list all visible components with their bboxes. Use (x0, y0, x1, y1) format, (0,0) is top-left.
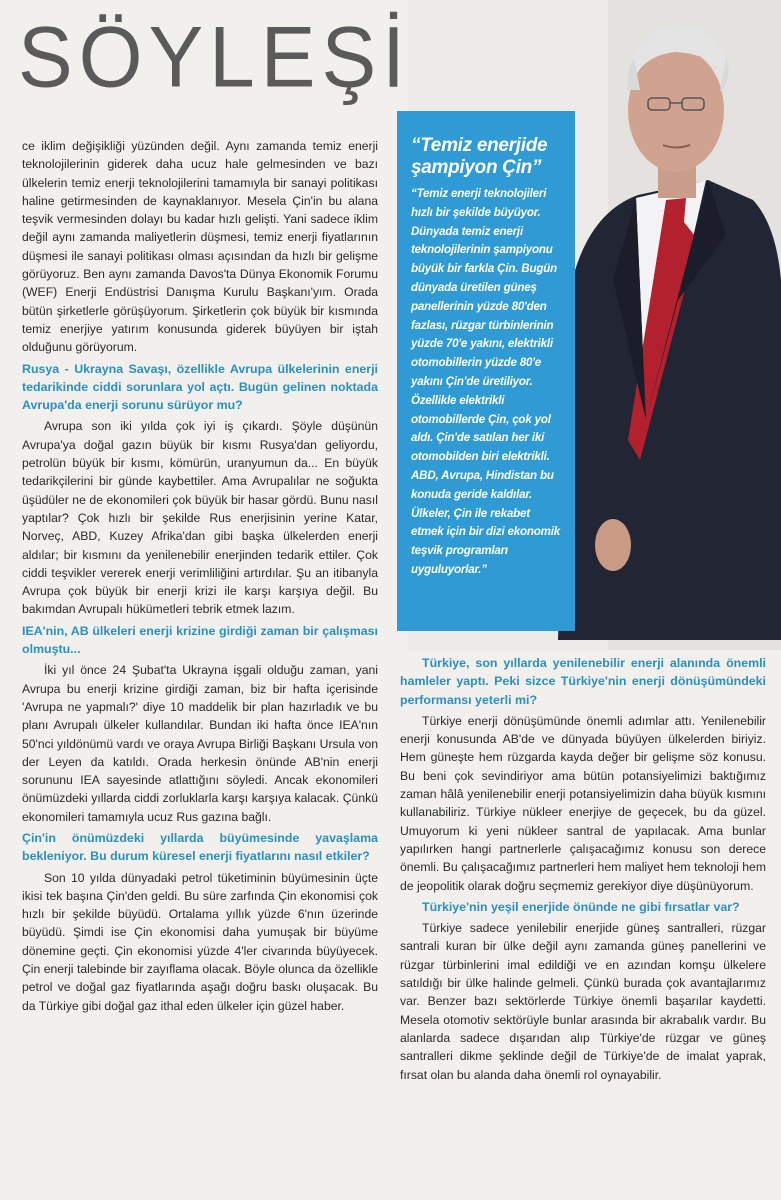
interview-question: IEA'nin, AB ülkeleri enerji krizine girdiği zaman bir çalışması olmuştu... (22, 623, 378, 657)
right-column (400, 651, 766, 1084)
paragraph-body: ce iklim değişikliği yüzünden değil. Aynı zamanda temiz enerji teknolojilerinin giderek daha ucuz hale gelmesinden ve bazı ülkelerin temiz enerji teknolojilerini tamamıyla bir sanayi politikası haline getirmesinden de kaynaklanıyor. Mesela Çin'in bu alana teşvik vermesinden dolayı bu kadar hızlı gelişti. Yani sadece iklim değil aynı zamanda maliyetlerin düşmesi, temiz enerji fiyatlarının düşmesi ile sanayi politikası olması açısından da hızlı bir gelişme görüyoruz. Ben aynı zamanda Davos'ta Dünya Ekonomik Forumu (WEF) Enerji Endüstrisi Danışma Kurulu Başkanı'yım. Orada bütün şirketlerle görüşüyorum. Şirketlerin çok büyük bir kısmında temiz enerjiye yatırım konusunda giderek büyüyen bir iştah olduğunu görüyorum. (22, 139, 378, 355)
paragraph-body: İki yıl önce 24 Şubat'ta Ukrayna işgali olduğu zaman, yani Avrupa bu enerji krizine girdiği zaman, biz bir hafta içerisinde 'Avrupa ne yapmalı?' diye 10 maddelik bir plan hazırladık ve bu planı Avrupalı ülkeler kullandılar. Bundan iki hafta önce IEA'nın 50'nci yıldönümü vardı ve oraya Avrupa Birliği Başkanı Ursula von der Leyen da katıldı. Orada herkesin önünde AB'nin enerji sorununu IEA sayesinde atlattığını söyledi. Ancak ekonomileri önümüzdeki yıllarda ciddi zorluklarla karşı karşıya kalacak. Çünkü ekonomileri tamamıyla ucuz Rus gazına bağlı. (22, 663, 378, 824)
paragraph-body: Türkiye sadece yenilebilir enerjide güneş santralleri, rüzgar santrali kuran bir ülke değil aynı zamanda güneş panellerini ve rüzgar türbinlerini imal edildiği ve en azından komşu ülkelere satıldığı bir ülke halinde gelmeli. Çünkü burada çok avantajlarımız var. Benzer bazı sektörlerde Türkiye önemli başarılar kaydetti. Mesela otomotiv sektörüyle bunlar arasında bir akrabalık vardır. Bu alanlarda sadece dışarıdan alıp Türkiye'de rüzgar ve güneş santralleri dikme şeklinde değil de Türkiye'de de imalat yaprak, fırsat olan bu alanda daha önemli rol oynayabilir. (400, 921, 766, 1082)
left-column (22, 137, 378, 1015)
section-title: SÖYLEŞİ (18, 9, 411, 106)
interview-question: Türkiye'nin yeşil enerjide önünde ne gibi fırsatlar var? (422, 899, 740, 914)
pull-quote-body: “Temiz enerji teknolojileri hızlı bir şekilde büyüyor. Dünyada temiz enerji teknolojilerinin şampiyonu büyük bir farkla Çin. Bugün dünyada üretilen güneş panellerinin yüzde 80'den fazlası, rüzgar türbinlerinin yüzde 70'e yakını, elektrikli otomobillerin yüzde 80'e yakını Çin'de üretiliyor. Özellikle elektrikli otomobillerde Çin, çok yol aldı. Çin'de satılan her iki otomobilden biri elektrikli. ABD, Avrupa, Hindistan bu konuda geride kaldılar. Ülkeler, Çin ile rekabet etmek için bir dizi ekonomik teşvik programları uyguluyorlar.” (411, 187, 561, 576)
paragraph-body: Son 10 yılda dünyadaki petrol tüketiminin büyümesinin üçte ikisi tek başına Çin'den geldi. Bu süre zarfında Çin ekonomisi çok hızlı bir şekilde büyüdü. Ortalama yıllık yüzde 6'nın üzerinde büyüdü. Şimdi ise Çin ekonomisi daha yumuşak bir büyüme dönemine geçti. Çin ekonomisi yüzde 4'ler civarında büyüyecek. Çin enerji talebinde bir zayıflama olacak. Böyle olunca da özellikle petrol ve doğal gaz fiyatlarında aşağı doğru baskı oluşacak. Bu da Türkiye gibi doğal gaz ithal eden ülkeler için güzel haber. (22, 870, 378, 1013)
pull-quote-title: “Temiz enerjide şampiyon Çin” (411, 135, 548, 178)
paragraph-body: Türkiye enerji dönüşümünde önemli adımlar attı. Yenilenebilir enerji konusunda AB'de ve dünyada büyüyen ülkelerden biriyiz. Hem güneşte hem rüzgarda kayda değer bir gelişme söz konusu. Bu beni çok sevindiriyor ama bütün potansiyelimizi baktığımız zaman hâlâ yenilenebilir enerji potansiyelimizin daha büyük kısmını kullanabiliriz. Türkiye nükleer enerjiye de geçecek, bu da güzel. Umuyorum ki yeni nükleer santral de yapılacak. Ama bunlar yapılırken hangi partnerlerle çalışacağımız konusu son derece önemli. Bu çalışacağımız partnerleri hem maliyet hem teknoloji hem de jeopolitik olarak doğru seçmemiz gerekiyor diye düşünüyorum. (400, 713, 766, 893)
interview-question: Rusya - Ukrayna Savaşı, özellikle Avrupa ülkelerinin enerji tedarikinde ciddi sorunlara yol açtı. Bugün gelinen noktada Avrupa'da enerji sorunu sürüyor mu? (22, 361, 378, 413)
interview-question: Türkiye, son yıllarda yenilenebilir enerji alanında önemli hamleler yaptı. Peki sizce Türkiye'nin enerji dönüşümündeki performansı yeterli mi? (400, 656, 766, 707)
interview-question: Çin'in önümüzdeki yıllarda büyümesinde yavaşlama bekleniyor. Bu durum küresel enerji fiyatlarını nasıl etkiler? (22, 830, 378, 864)
pull-quote-box (397, 111, 575, 631)
paragraph-body: Avrupa son iki yılda çok iyi iş çıkardı. Şöyle düşünün Avrupa'ya doğal gazın büyük bir kısmı Rusya'dan geliyordu, petrolün büyük bir kısmı, kömürün, uranyumun da... En büyük tedarikçilerini bir günde kaybettiler. Ama Avrupalılar ne soğukta üşüdüler ne de ekonomileri çok büyük bir hasar gördü. Bunu nasıl yaptılar? Çok hızlı bir şekilde Rus enerjisinin yerine Katar, Norveç, ABD, Kuzey Afrika'dan gibi başka ülkelerden enerji aldılar; bir kısmını da yenilenebilir enerjinden tedarik ettiler. Çok ciddi teşvikler vererek enerji verimliliğini artırdılar. Şu an itibanyla Avrupa çok büyük bir enerji krizi ile karşı karşıya değil. Bu bakımdan Avrupalı hükümetleri tebrik etmek lazım. (22, 419, 378, 617)
